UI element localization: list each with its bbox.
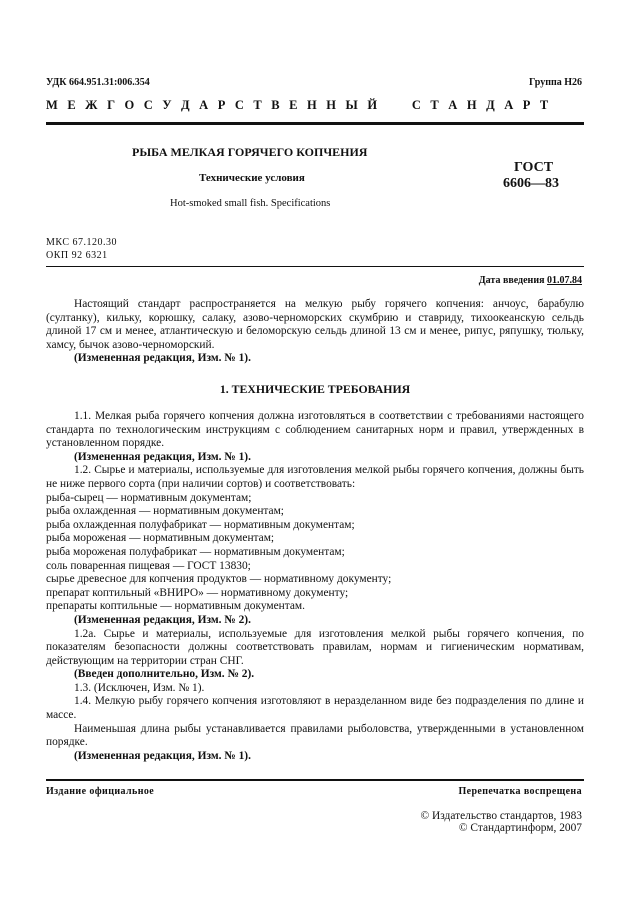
section-1-body xyxy=(46,410,584,763)
list-item: рыба мороженая полуфабрикат — нормативным документам; xyxy=(46,545,345,558)
mks-code: МКС 67.120.30 xyxy=(46,237,117,248)
document-subtitle: Технические условия xyxy=(199,172,305,184)
list-item: препараты коптильные — нормативным документам. xyxy=(46,600,305,613)
list-item: рыба-сырец — нормативным документам; xyxy=(46,491,252,504)
clause-1-1: 1.1. Мелкая рыба горячего копчения должна изготовляться в соответствии с требованиями настоящего стандарта по технологическим инструкциям с соблюдением санитарных норм и правил, утвержденных в установленном порядке. xyxy=(46,410,584,450)
intro-date-value: 01.07.84 xyxy=(547,275,582,286)
okp-code: ОКП 92 6321 xyxy=(46,250,108,261)
clause-1-4-length: Наименьшая длина рыбы устанавливается правилами рыболовства, утвержденными в установленном порядке. xyxy=(46,722,584,749)
clause-1-2a: 1.2а. Сырье и материалы, используемые для изготовления мелкой рыбы горячего копчения, по показателям безопасности должны соответствовать правилам, нормам и гигиеническим нормативам, действующим на территории стран СНГ. xyxy=(46,627,584,667)
list-item: соль поваренная пищевая — ГОСТ 13830; xyxy=(46,559,251,572)
clause-1-2: 1.2. Сырье и материалы, используемые для изготовления мелкой рыбы горячего копчения, должны быть не ниже первого сорта (при наличии сортов) и соответствовать: xyxy=(46,464,584,490)
clause-1-3: 1.3. (Исключен, Изм. № 1). xyxy=(74,681,205,694)
intro-paragraph xyxy=(46,298,584,366)
section-heading: 1. ТЕХНИЧЕСКИЕ ТРЕБОВАНИЯ xyxy=(219,382,411,396)
copyright-2007: © Стандартинформ, 2007 xyxy=(458,822,582,834)
requirements-list xyxy=(46,492,584,614)
clause-1-2a-note: (Введен дополнительно, Изм. № 2). xyxy=(74,668,255,681)
list-item: рыба охлажденная — нормативным документам; xyxy=(46,505,284,518)
clause-1-4-note: (Измененная редакция, Изм. № 1). xyxy=(74,749,251,762)
clause-1-1-note: (Измененная редакция, Изм. № 1). xyxy=(74,450,251,463)
intro-date-label: Дата введения xyxy=(478,275,545,286)
standard-banner: М Е Ж Г О С У Д А Р С Т В Е Н Н Ы Й С Т А Н Д А Р Т xyxy=(46,98,552,112)
udk-code: УДК 664.951.31:006.354 xyxy=(46,77,150,88)
list-item: препарат коптильный «ВНИРО» — нормативному документу; xyxy=(46,586,349,599)
english-title: Hot-smoked small fish. Specifications xyxy=(170,198,331,209)
gost-label: ГОСТ xyxy=(514,160,554,175)
intro-date xyxy=(479,275,582,286)
intro-note: (Измененная редакция, Изм. № 1). xyxy=(74,352,251,365)
reprint-prohibited: Перепечатка воспрещена xyxy=(458,786,582,797)
copyright-1983: © Издательство стандартов, 1983 xyxy=(420,810,582,822)
clause-1-4: 1.4. Мелкую рыбу горячего копчения изготовляют в неразделанном виде без подразделения по длине и массе. xyxy=(46,695,584,722)
clause-1-2-note: (Измененная редакция, Изм. № 2). xyxy=(74,613,251,626)
footer-rule xyxy=(46,779,584,781)
gost-number: 6606—83 xyxy=(503,176,559,191)
group-code: Группа Н26 xyxy=(529,77,582,88)
list-item: рыба охлажденная полуфабрикат — нормативным документам; xyxy=(46,518,355,531)
intro-text: Настоящий стандарт распространяется на мелкую рыбу горячего копчения: анчоус, барабулю (султанку), кильку, корюшку, салаку, азово-черноморских скумбрию и ставриду, тихоокеанскую сельдь длиной 17 см и менее, атлантическую и беломорскую сельдь длиной 13 см и менее, рипус, ряпушку, тюльку, хамсу, бычок азово-черноморский. xyxy=(46,298,584,351)
list-item: сырье древесное для копчения продуктов — нормативному документу; xyxy=(46,573,392,586)
list-item: рыба мороженая — нормативным документам; xyxy=(46,532,275,545)
document-title: РЫБА МЕЛКАЯ ГОРЯЧЕГО КОПЧЕНИЯ xyxy=(132,145,368,159)
codes-rule xyxy=(46,266,584,267)
header-rule xyxy=(46,122,584,125)
official-edition: Издание официальное xyxy=(46,786,155,797)
copyright-block xyxy=(421,810,582,834)
